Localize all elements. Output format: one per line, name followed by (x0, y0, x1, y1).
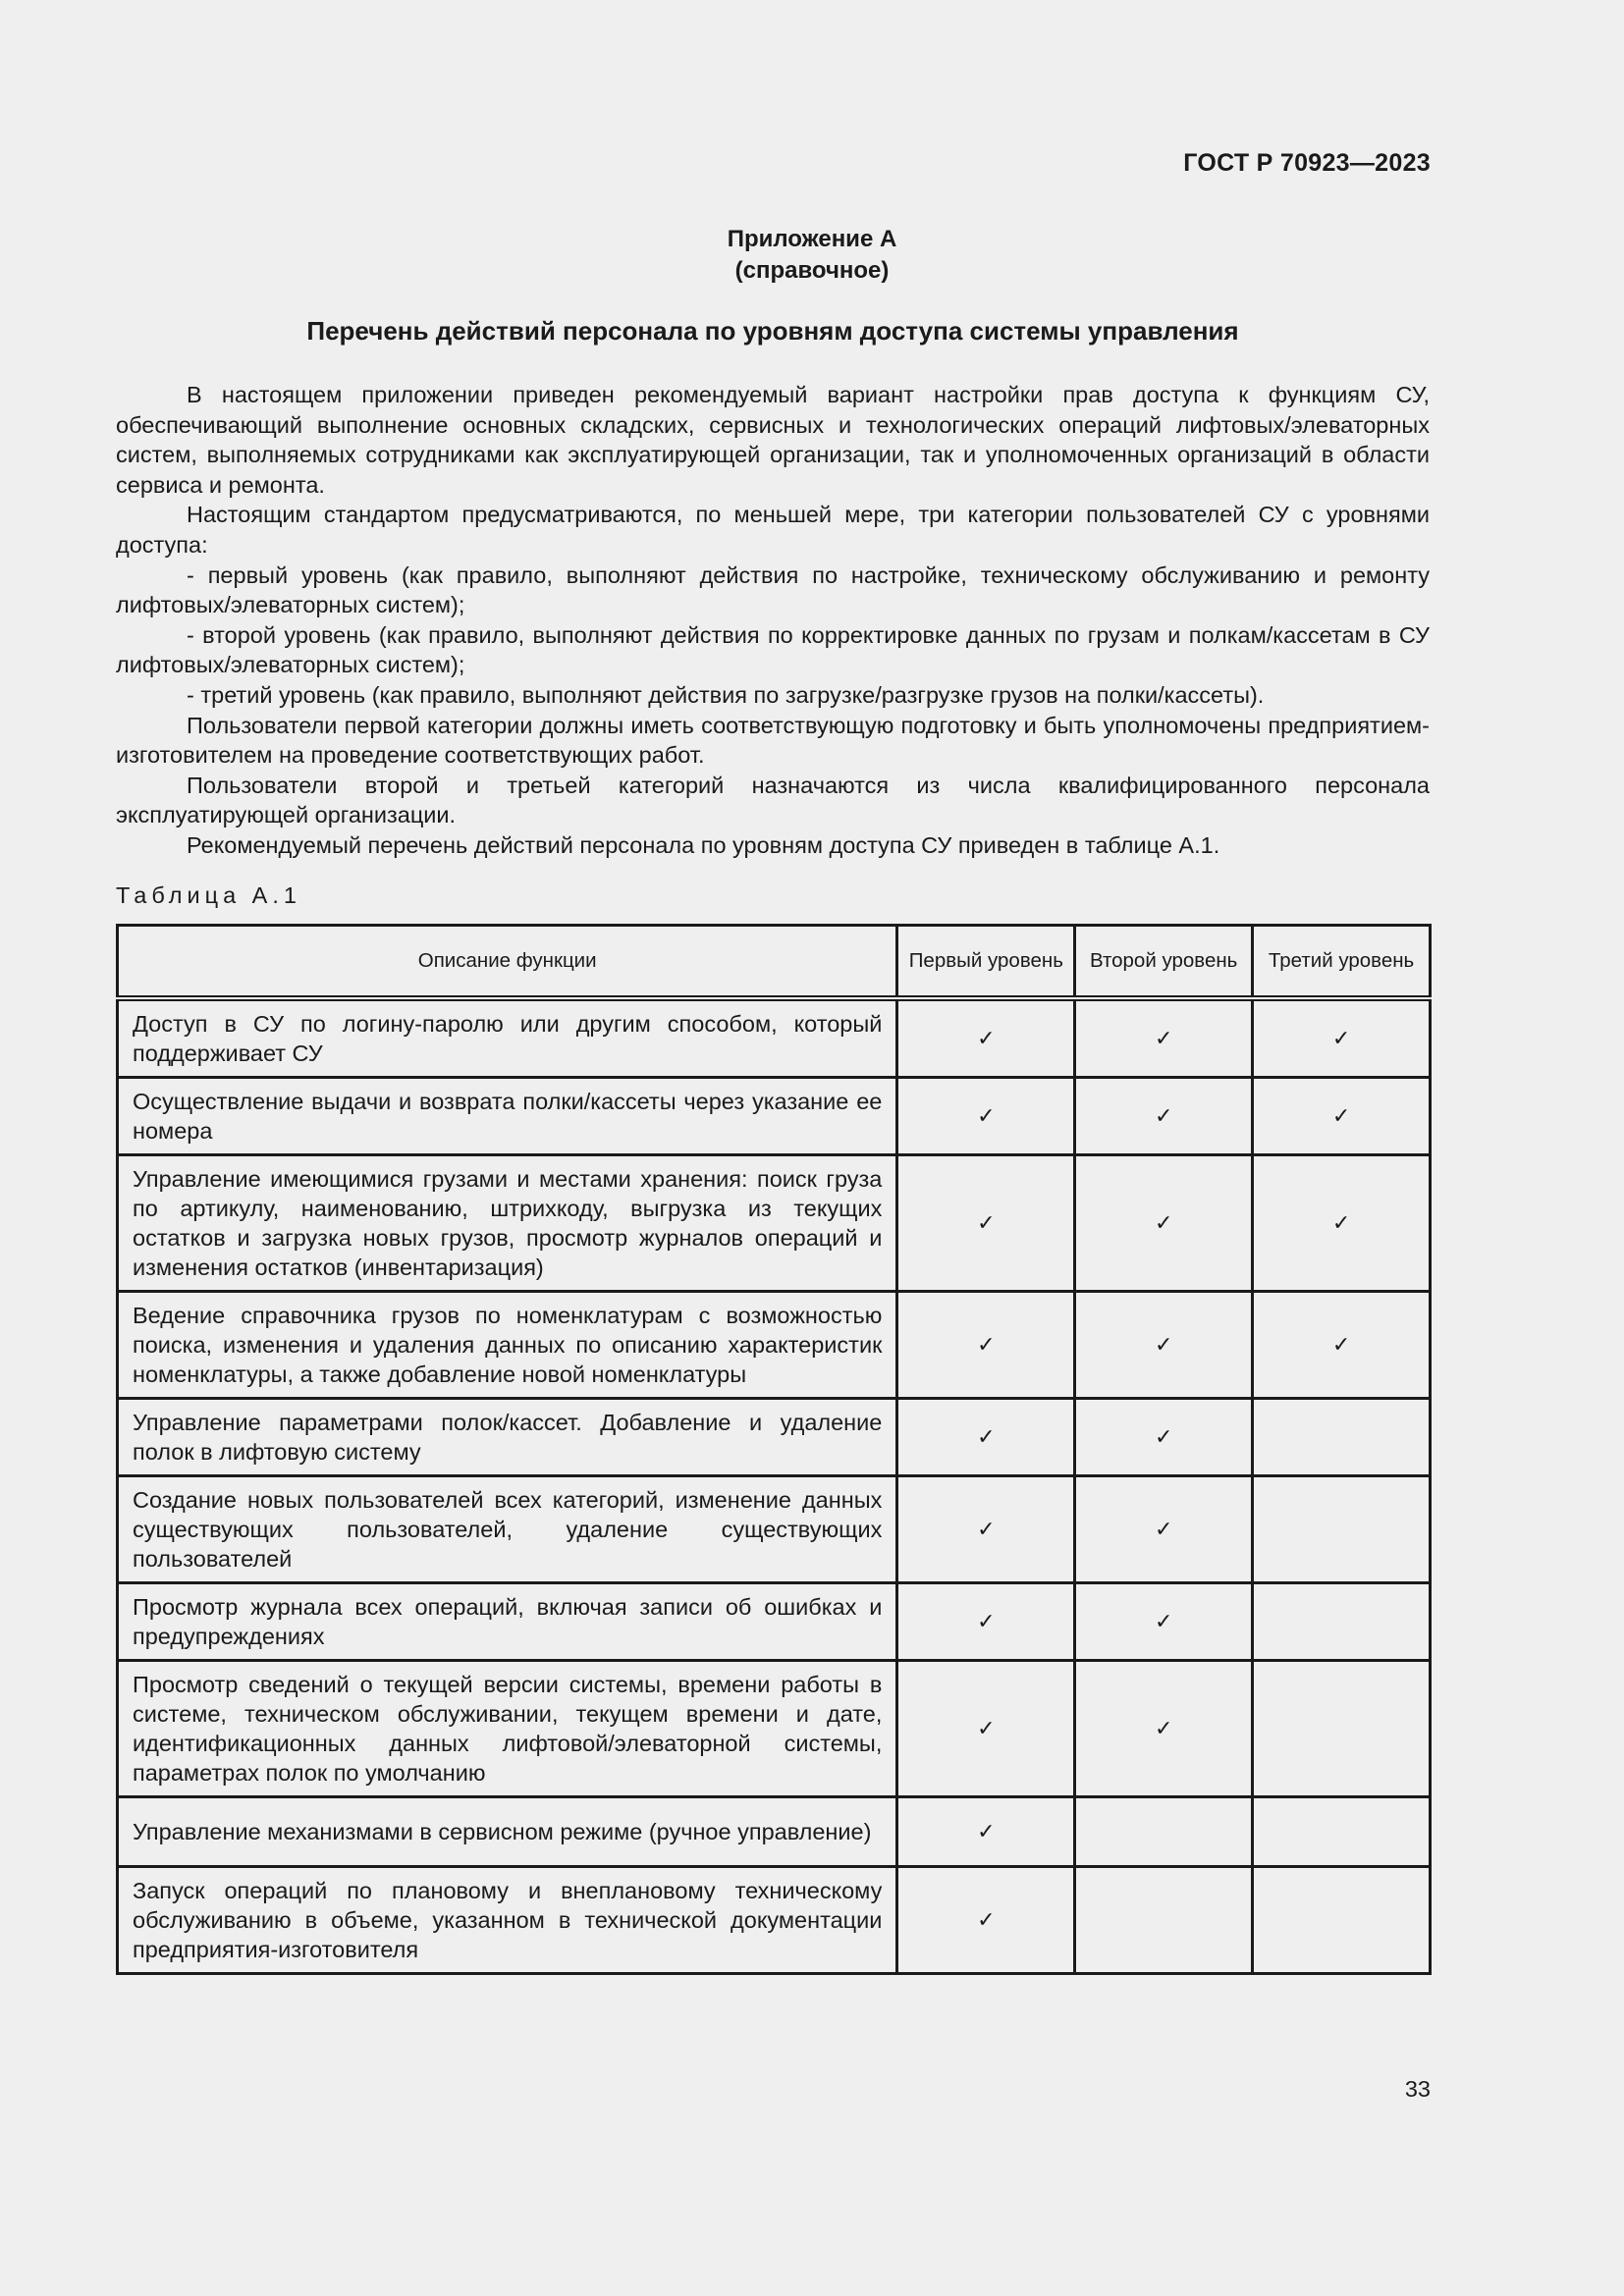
annex-title: Перечень действий персонала по уровням доступа системы управления (306, 316, 1239, 346)
checkmark-icon: ✓ (1331, 1332, 1351, 1357)
table-row (118, 1583, 1431, 1661)
list-item: - первый уровень (как правило, выполняют действия по настройке, техническому обслуживанию и ремонту лифтовых/элеваторных систем); (116, 561, 1430, 618)
table-body (118, 998, 1431, 1974)
function-description: Просмотр сведений о текущей версии системы, времени работы в системе, техническом обслуживании, текущем времени и дате, идентификационных данных лифтовой/элеваторной системы, параметрах полок по умолчанию (118, 1661, 897, 1797)
table-row (118, 1661, 1431, 1797)
checkmark-icon: ✓ (1154, 1716, 1173, 1740)
level-2-cell (1075, 1292, 1253, 1399)
header-description: Описание функции (118, 926, 897, 999)
function-description: Ведение справочника грузов по номенклатурам с возможностью поиска, изменения и удаления данных по описанию характеристик номенклатуры, а также добавление новой номенклатуры (118, 1292, 897, 1399)
level-1-cell (897, 1797, 1075, 1867)
level-3-cell (1253, 1583, 1431, 1661)
function-description: Управление имеющимися грузами и местами хранения: поиск груза по артикулу, наименованию, штрихкоду, выгрузка из текущих остатков и загрузка новых грузов, просмотр журналов операций и изменения остатков (инвентаризация) (118, 1155, 897, 1292)
level-3-cell (1253, 1867, 1431, 1974)
table-row (118, 1292, 1431, 1399)
function-description: Управление параметрами полок/кассет. Добавление и удаление полок в лифтовую систему (118, 1399, 897, 1476)
table-row (118, 1476, 1431, 1583)
checkmark-icon: ✓ (1154, 1103, 1173, 1128)
checkmark-icon: ✓ (977, 1517, 996, 1541)
access-levels-table (116, 924, 1432, 1975)
checkmark-icon: ✓ (1331, 1103, 1351, 1128)
checkmark-icon: ✓ (1154, 1424, 1173, 1449)
paragraph: В настоящем приложении приведен рекомендуемый вариант настройки прав доступа к функциям СУ, обеспечивающий выполнение основных складских, сервисных и технологических операций лифтовых/элеваторных систем, выполняемых сотрудниками как эксплуатирующей организации, так и уполномоченных организаций в области сервиса и ремонта. (116, 382, 1430, 498)
level-1-cell (897, 1155, 1075, 1292)
function-description: Доступ в СУ по логину-паролю или другим способом, который поддерживает СУ (118, 998, 897, 1078)
checkmark-icon: ✓ (977, 1026, 996, 1050)
table-row (118, 1797, 1431, 1867)
level-3-cell (1253, 1292, 1431, 1399)
function-description: Запуск операций по плановому и внеплановому техническому обслуживанию в объеме, указанном в технической документации предприятия-изготовителя (118, 1867, 897, 1974)
function-description: Осуществление выдачи и возврата полки/кассеты через указание ее номера (118, 1078, 897, 1155)
level-3-cell (1253, 1399, 1431, 1476)
annex-label: Приложение А (727, 226, 897, 252)
level-2-cell (1075, 1476, 1253, 1583)
level-1-cell (897, 1867, 1075, 1974)
level-1-cell (897, 1476, 1075, 1583)
level-3-cell (1253, 1661, 1431, 1797)
checkmark-icon: ✓ (1154, 1210, 1173, 1235)
table-row (118, 1867, 1431, 1974)
checkmark-icon: ✓ (977, 1819, 996, 1843)
table-caption: Таблица А.1 (116, 882, 301, 908)
checkmark-icon: ✓ (977, 1332, 996, 1357)
checkmark-icon: ✓ (1154, 1609, 1173, 1633)
function-description: Просмотр журнала всех операций, включая записи об ошибках и предупреждениях (118, 1583, 897, 1661)
level-3-cell (1253, 1078, 1431, 1155)
level-2-cell (1075, 1399, 1253, 1476)
level-2-cell (1075, 1867, 1253, 1974)
body-text (116, 380, 1430, 861)
function-description: Создание новых пользователей всех категорий, изменение данных существующих пользователей, удаление существующих пользователей (118, 1476, 897, 1583)
level-1-cell (897, 998, 1075, 1078)
paragraph: Рекомендуемый перечень действий персонала по уровням доступа СУ приведен в таблице А.1. (187, 831, 1220, 858)
checkmark-icon: ✓ (1331, 1210, 1351, 1235)
level-2-cell (1075, 998, 1253, 1078)
table-row (118, 1078, 1431, 1155)
checkmark-icon: ✓ (1331, 1026, 1351, 1050)
header-level-1: Первый уровень (897, 926, 1075, 999)
list-item: - второй уровень (как правило, выполняют действия по корректировке данных по грузам и полкам/кассетам в СУ лифтовых/элеваторных систем); (116, 621, 1430, 678)
level-3-cell (1253, 1797, 1431, 1867)
function-description: Управление механизмами в сервисном режиме (ручное управление) (118, 1797, 897, 1867)
level-3-cell (1253, 1476, 1431, 1583)
level-2-cell (1075, 1078, 1253, 1155)
checkmark-icon: ✓ (1154, 1517, 1173, 1541)
header-level-2: Второй уровень (1075, 926, 1253, 999)
table-row (118, 998, 1431, 1078)
list-item: - третий уровень (как правило, выполняют действия по загрузке/разгрузке грузов на полки/кассеты). (187, 681, 1265, 708)
level-2-cell (1075, 1155, 1253, 1292)
level-2-cell (1075, 1797, 1253, 1867)
standard-number: ГОСТ Р 70923—2023 (1183, 149, 1431, 177)
annex-heading (0, 224, 1624, 287)
annex-type: (справочное) (734, 257, 890, 284)
level-3-cell (1253, 1155, 1431, 1292)
checkmark-icon: ✓ (1154, 1026, 1173, 1050)
page-number: 33 (1404, 2076, 1431, 2102)
level-2-cell (1075, 1661, 1253, 1797)
level-1-cell (897, 1292, 1075, 1399)
level-1-cell (897, 1583, 1075, 1661)
checkmark-icon: ✓ (1154, 1332, 1173, 1357)
checkmark-icon: ✓ (977, 1609, 996, 1633)
level-3-cell (1253, 998, 1431, 1078)
paragraph: Пользователи второй и третьей категорий назначаются из числа квалифицированного персонала эксплуатирующей организации. (116, 772, 1430, 828)
table-row (118, 1155, 1431, 1292)
header-level-3: Третий уровень (1253, 926, 1431, 999)
level-1-cell (897, 1661, 1075, 1797)
checkmark-icon: ✓ (977, 1907, 996, 1932)
checkmark-icon: ✓ (977, 1716, 996, 1740)
paragraph: Пользователи первой категории должны иметь соответствующую подготовку и быть уполномочены предприятием-изготовителем на проведение соответствующих работ. (116, 712, 1430, 769)
level-1-cell (897, 1399, 1075, 1476)
checkmark-icon: ✓ (977, 1210, 996, 1235)
paragraph: Настоящим стандартом предусматриваются, по меньшей мере, три категории пользователей СУ с уровнями доступа: (116, 502, 1430, 558)
table-row (118, 1399, 1431, 1476)
table-header-row (118, 926, 1431, 999)
level-1-cell (897, 1078, 1075, 1155)
checkmark-icon: ✓ (977, 1103, 996, 1128)
checkmark-icon: ✓ (977, 1424, 996, 1449)
level-2-cell (1075, 1583, 1253, 1661)
